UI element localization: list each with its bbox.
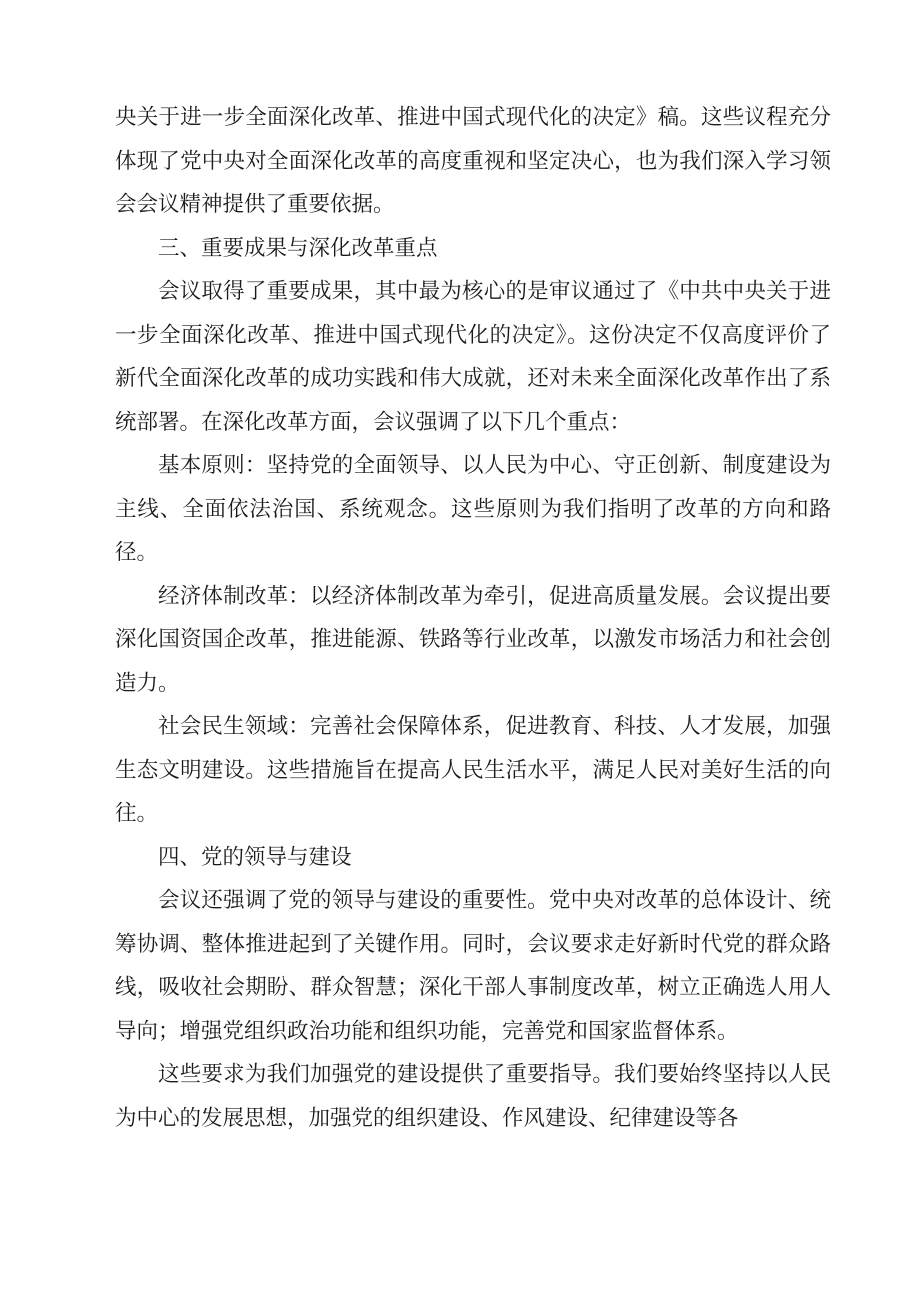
paragraph-results: 会议取得了重要成果，其中最为核心的是审议通过了《中共中央关于进一步全面深化改革、推进中国式现代化的决定》。这份决定不仅高度评价了新代全面深化改革的成功实践和伟大成就，还对未来全面深化改革作出了系统部署。在深化改革方面，会议强调了以下几个重点： <box>115 279 831 435</box>
section-heading-3: 三、重要成果与深化改革重点 <box>158 235 438 261</box>
paragraph-social-livelihood: 社会民生领域：完善社会保障体系，促进教育、科技、人才发展，加强生态文明建设。这些措施旨在提高人民生活水平，满足人民对美好生活的向往。 <box>115 714 831 826</box>
document-body <box>115 96 831 1140</box>
section-heading-4: 四、党的领导与建设 <box>158 844 352 870</box>
paragraph-party-building: 这些要求为我们加强党的建设提供了重要指导。我们要始终坚持以人民为中心的发展思想，加强党的组织建设、作风建设、纪律建设等各 <box>115 1062 831 1131</box>
paragraph-party-leadership: 会议还强调了党的领导与建设的重要性。党中央对改革的总体设计、统筹协调、整体推进起到了关键作用。同时，会议要求走好新时代党的群众路线，吸收社会期盼、群众智慧；深化干部人事制度改革，树立正确选人用人导向；增强党组织政治功能和组织功能，完善党和国家监督体系。 <box>115 888 831 1044</box>
paragraph-basic-principles: 基本原则：坚持党的全面领导、以人民为中心、守正创新、制度建设为主线、全面依法治国、系统观念。这些原则为我们指明了改革的方向和路径。 <box>115 453 831 565</box>
paragraph-economic-reform: 经济体制改革：以经济体制改革为牵引，促进高质量发展。会议提出要深化国资国企改革，推进能源、铁路等行业改革，以激发市场活力和社会创造力。 <box>115 583 831 696</box>
paragraph-continued: 央关于进一步全面深化改革、推进中国式现代化的决定》稿。这些议程充分体现了党中央对全面深化改革的高度重视和坚定决心，也为我们深入学习领会会议精神提供了重要依据。 <box>115 105 831 217</box>
